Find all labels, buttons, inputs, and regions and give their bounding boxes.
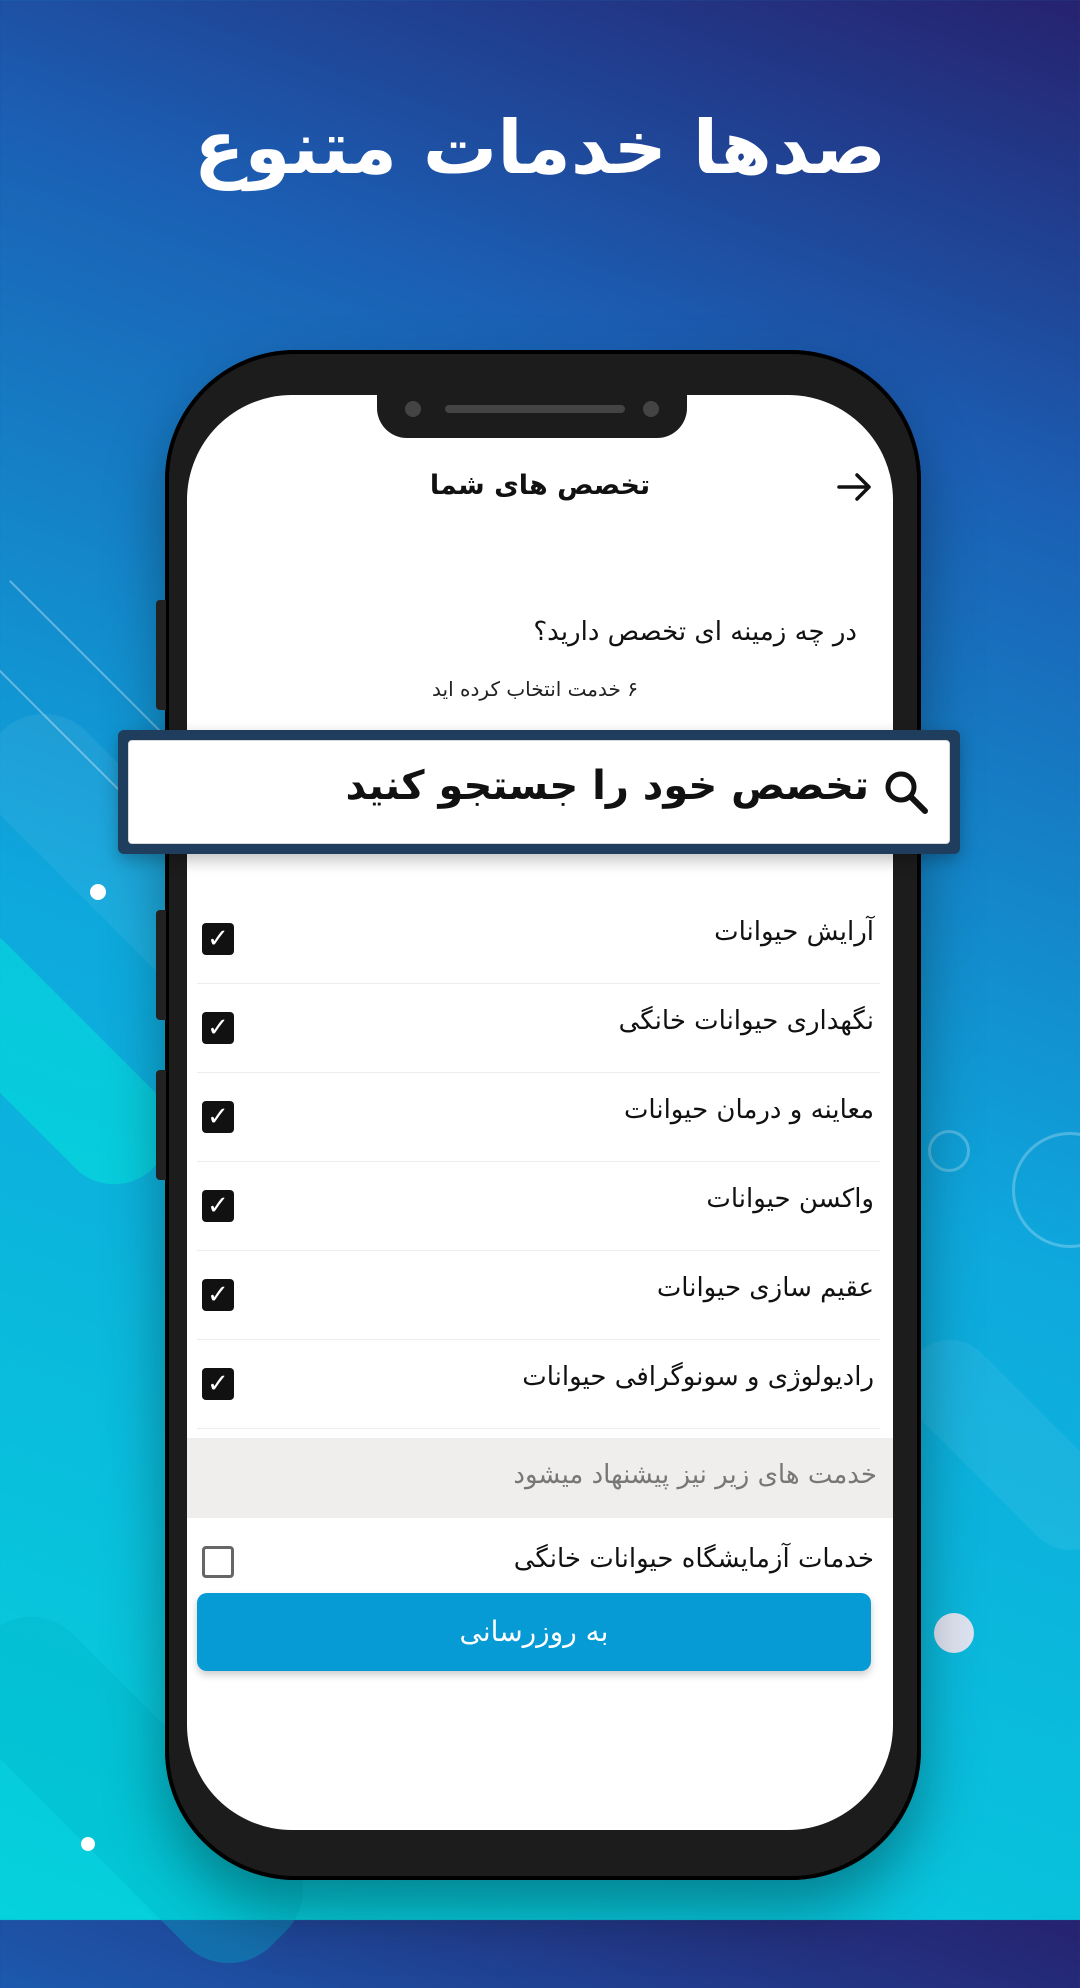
- back-arrow-icon[interactable]: [835, 467, 875, 507]
- checkbox-checked-icon[interactable]: ✓: [202, 923, 234, 955]
- service-label: واکسن حیوانات: [706, 1184, 874, 1214]
- search-input[interactable]: [128, 740, 950, 844]
- search-bar[interactable]: [118, 730, 960, 854]
- camera-dot: [643, 401, 659, 417]
- page-title: تخصص های شما: [429, 470, 651, 501]
- list-item[interactable]: [197, 895, 880, 984]
- list-item[interactable]: [197, 1530, 880, 1600]
- suggestions-header-text: خدمت های زیر نیز پیشنهاد میشود: [513, 1460, 877, 1490]
- update-button[interactable]: به روزرسانی: [197, 1593, 871, 1671]
- speaker-grille: [445, 405, 625, 413]
- list-item[interactable]: [197, 1162, 880, 1251]
- search-placeholder: تخصص خود را جستجو کنید: [345, 763, 869, 809]
- question-text: در چه زمینه ای تخصص دارید؟: [533, 617, 857, 647]
- bg-ring: [928, 1130, 970, 1172]
- list-item[interactable]: [197, 1251, 880, 1340]
- phone-side-button: [156, 910, 166, 1020]
- phone-screen: [187, 395, 893, 1830]
- services-list: [197, 895, 880, 1429]
- selected-count: ۶ خدمت انتخاب کرده اید: [432, 677, 638, 701]
- headline: صدها خدمات متنوع: [193, 105, 887, 191]
- phone-frame: [165, 350, 921, 1880]
- list-item[interactable]: [197, 1073, 880, 1162]
- camera-dot: [405, 401, 421, 417]
- bg-dot: [81, 1837, 95, 1851]
- phone-notch: [377, 395, 687, 438]
- bg-dot: [90, 884, 106, 900]
- checkbox-checked-icon[interactable]: ✓: [202, 1101, 234, 1133]
- service-label: نگهداری حیوانات خانگی: [618, 1006, 874, 1036]
- checkbox-checked-icon[interactable]: ✓: [202, 1279, 234, 1311]
- list-item[interactable]: [197, 1340, 880, 1429]
- suggestions-header: [187, 1438, 893, 1518]
- bg-ring: [1012, 1132, 1080, 1248]
- search-icon[interactable]: [881, 767, 931, 817]
- checkbox-checked-icon[interactable]: ✓: [202, 1368, 234, 1400]
- bg-dot: [934, 1613, 974, 1653]
- phone-side-button: [156, 600, 166, 710]
- phone-side-button: [156, 1070, 166, 1180]
- service-label: آرایش حیوانات: [714, 917, 874, 947]
- checkbox-checked-icon[interactable]: ✓: [202, 1190, 234, 1222]
- service-label: رادیولوژی و سونوگرافی حیوانات: [522, 1362, 874, 1392]
- service-label: خدمات آزمایشگاه حیوانات خانگی: [513, 1544, 874, 1574]
- service-label: معاینه و درمان حیوانات: [623, 1095, 874, 1125]
- service-label: عقیم سازی حیوانات: [656, 1273, 874, 1303]
- checkbox-checked-icon[interactable]: ✓: [202, 1012, 234, 1044]
- checkbox-empty-icon[interactable]: [202, 1546, 234, 1578]
- list-item[interactable]: [197, 984, 880, 1073]
